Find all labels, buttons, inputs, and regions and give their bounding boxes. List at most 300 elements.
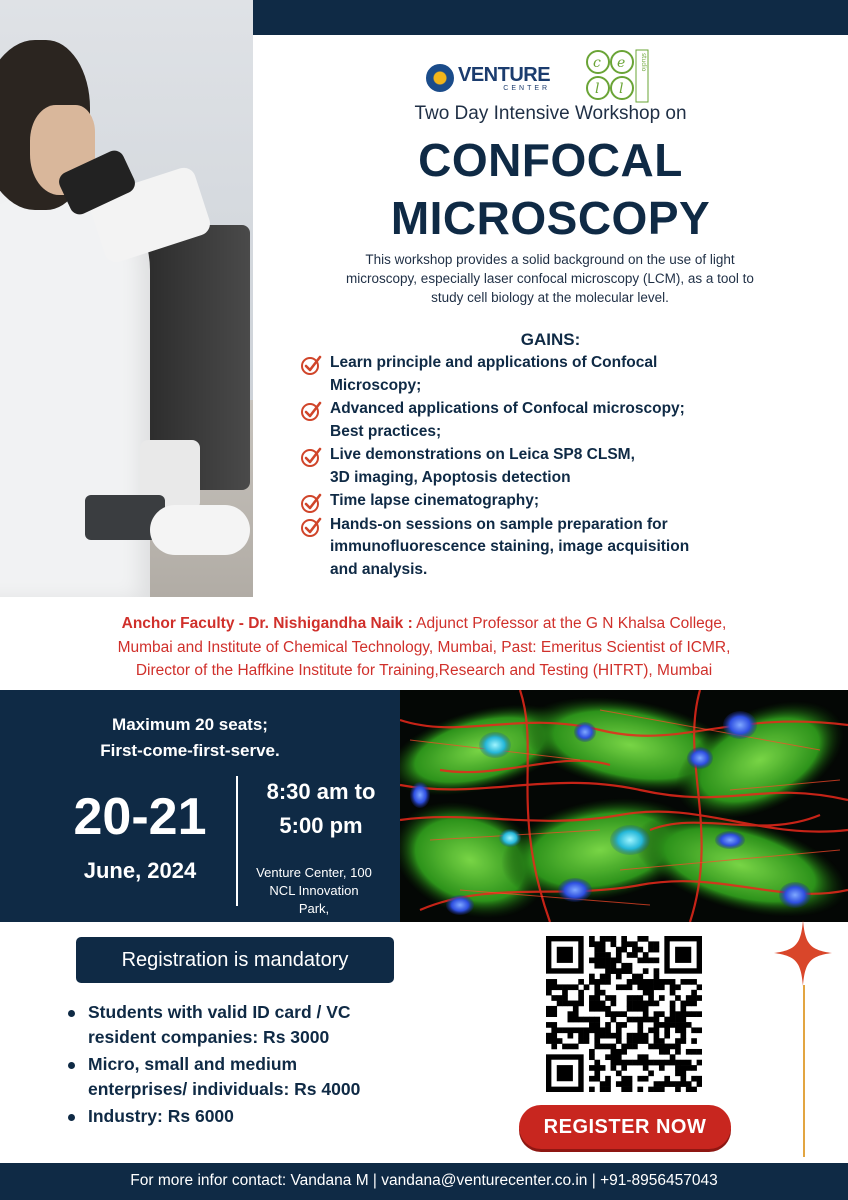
qr-module [675,1049,681,1055]
qr-module [600,1065,606,1071]
qr-module [654,1081,660,1087]
qr-module [654,1060,660,1066]
qr-module [621,941,627,947]
qr-module [584,984,590,990]
qr-module [627,1033,633,1039]
qr-module [605,936,611,942]
qr-module [670,979,676,985]
svg-text:studio: studio [640,53,647,72]
fluorescent-cells-illustration [400,690,848,922]
qr-module [584,1027,590,1033]
qr-module [697,995,702,1001]
qr-module [654,1011,660,1017]
check-circle-icon [300,400,322,422]
qr-module [627,963,633,969]
qr-module [691,1038,697,1044]
qr-module [551,995,557,1001]
qr-module [697,1081,702,1087]
qr-module [616,1049,622,1055]
title-line-1: CONFOCAL [418,134,683,186]
qr-module [621,936,627,942]
workshop-intro [290,250,810,307]
qr-module [546,1038,552,1044]
qr-module [562,990,568,996]
qr-module [686,1065,692,1071]
intro-line-2: microscopy, especially laser confocal microscopy (LCM), as a tool to [346,271,754,286]
qr-module [573,1027,579,1033]
qr-module [643,1017,649,1023]
qr-module [637,1027,643,1033]
qr-module [611,1044,617,1050]
qr-module [546,990,552,996]
qr-module [600,963,606,969]
qr-module [675,1027,681,1033]
qr-module [648,990,654,996]
svg-text:l: l [595,81,600,97]
qr-module [605,995,611,1001]
qr-module [621,1087,627,1092]
qr-module [605,963,611,969]
qr-module [648,1087,654,1092]
qr-module [611,941,617,947]
qr-module [562,984,568,990]
qr-module [589,1087,595,1092]
faculty-line-1 [0,612,848,636]
qr-module [643,1054,649,1060]
qr-module [627,1038,633,1044]
qr-module [643,990,649,996]
qr-module [600,1006,606,1012]
qr-module [573,1017,579,1023]
qr-module [670,1044,676,1050]
qr-module [675,995,681,1001]
qr-module [551,979,557,985]
qr-module [594,1076,600,1082]
qr-module [573,984,579,990]
qr-module [675,1011,681,1017]
gain-text-3a: Live demonstrations on Leica SP8 CLSM, [330,446,635,463]
qr-module [600,1087,606,1092]
qr-module [621,1011,627,1017]
qr-module [697,984,702,990]
qr-module [675,1044,681,1050]
qr-module [621,1022,627,1028]
fee-list [66,1000,486,1131]
qr-module [632,1060,638,1066]
qr-module [616,1011,622,1017]
qr-module [680,1081,686,1087]
event-month: June, 2024 [83,858,197,883]
qr-module [664,1049,670,1055]
qr-module [584,1038,590,1044]
qr-module [605,1022,611,1028]
qr-module [632,1033,638,1039]
qr-module [659,1011,665,1017]
intro-line-1: This workshop provides a solid background on the use of light [365,252,735,267]
qr-module [648,1017,654,1023]
qr-module [605,1006,611,1012]
venture-logo-subtext: CENTER [503,84,551,92]
qr-module [589,995,595,1001]
qr-module [643,1011,649,1017]
qr-code-icon[interactable] [546,936,702,1092]
qr-module [557,984,563,990]
qr-module [600,990,606,996]
bullet-icon [68,1114,75,1121]
gains-heading: GAINS: [520,330,581,349]
venue-line-1: Venture Center, 100 [256,865,372,880]
qr-module [557,1001,563,1007]
qr-module [584,1017,590,1023]
gain-item [300,444,790,489]
qr-module [594,1017,600,1023]
gain-text-1b: Microscopy; [330,376,422,394]
qr-module [627,952,633,958]
qr-module [637,979,643,985]
qr-module [616,968,622,974]
qr-module [578,1027,584,1033]
qr-module [578,1033,584,1039]
qr-module [664,1044,670,1050]
qr-module [568,1011,574,1017]
qr-module [600,947,606,953]
qr-module [611,1017,617,1023]
bullet-icon [68,1010,75,1017]
qr-module [637,974,643,980]
qr-module [637,1022,643,1028]
qr-module [627,1044,633,1050]
qr-module [643,968,649,974]
qr-module [654,1001,660,1007]
qr-module [675,1065,681,1071]
qr-module [654,984,660,990]
sparkle-star-icon [772,920,832,986]
qr-finder-pattern [675,947,691,963]
qr-module [616,952,622,958]
qr-module [686,995,692,1001]
qr-module [654,941,660,947]
qr-module [600,1044,606,1050]
qr-module [654,947,660,953]
cell-studio-logo [584,48,654,104]
qr-module [637,1038,643,1044]
qr-module [664,1027,670,1033]
qr-module [654,1017,660,1023]
qr-module [680,1001,686,1007]
qr-module [605,1087,611,1092]
qr-module [648,1070,654,1076]
qr-finder-pattern [557,947,573,963]
fee-2-line-1: Micro, small and medium [88,1054,298,1074]
qr-module [546,1011,552,1017]
qr-module [605,979,611,985]
qr-module [627,941,633,947]
qr-module [546,1022,552,1028]
qr-module [648,947,654,953]
qr-module [600,958,606,964]
gain-item [300,514,790,582]
qr-module [621,947,627,953]
qr-module [562,1044,568,1050]
qr-module [664,979,670,985]
qr-module [627,1001,633,1007]
qr-module [632,1044,638,1050]
venture-logo-text: VENTURE [458,63,551,86]
qr-module [691,1011,697,1017]
qr-module [664,1076,670,1082]
qr-module [611,968,617,974]
qr-module [605,968,611,974]
qr-module [557,995,563,1001]
event-dates: 20-21 [73,788,207,846]
qr-module [594,990,600,996]
partner-logos [426,48,656,104]
faculty-line-1-rest: Adjunct Professor at the G N Khalsa College, [412,615,727,632]
qr-module [594,1038,600,1044]
qr-module [605,1076,611,1082]
check-circle-icon [300,446,322,468]
fee-item [66,1000,486,1050]
qr-module [632,1006,638,1012]
qr-module [578,979,584,985]
qr-module [637,1087,643,1092]
faculty-line-3: Director of the Haffkine Institute for Training,Research and Testing (HITRT), Mumbai [135,662,713,679]
qr-module [659,995,665,1001]
qr-module [594,1070,600,1076]
qr-module [680,1027,686,1033]
qr-module [654,974,660,980]
qr-module [611,1054,617,1060]
qr-module [680,1060,686,1066]
qr-module [600,1033,606,1039]
faculty-label: Anchor Faculty - Dr. Nishigandha Naik : [121,615,413,632]
qr-module [697,1049,702,1055]
qr-module [643,1006,649,1012]
fee-3-line-1: Industry: Rs 6000 [88,1106,234,1126]
qr-module [648,1044,654,1050]
qr-module [589,1054,595,1060]
qr-module [670,1001,676,1007]
qr-module [611,1033,617,1039]
qr-module [680,1076,686,1082]
qr-module [643,1076,649,1082]
qr-module [578,990,584,996]
qr-module [680,1070,686,1076]
qr-module [605,974,611,980]
qr-module [697,1027,702,1033]
fee-2-line-2: enterprises/ individuals: Rs 4000 [88,1079,361,1099]
qr-module [562,995,568,1001]
qr-module [632,952,638,958]
qr-module [568,1033,574,1039]
qr-module [686,979,692,985]
faculty-line-2: Mumbai and Institute of Chemical Technology, Mumbai, Past: Emeritus Scientist of ICMR, [117,638,731,656]
qr-module [600,1027,606,1033]
gain-item [300,490,790,513]
qr-module [637,995,643,1001]
qr-module [691,1049,697,1055]
qr-module [600,1081,606,1087]
qr-module [621,963,627,969]
qr-module [643,1038,649,1044]
qr-module [616,1033,622,1039]
qr-module [584,1033,590,1039]
qr-module [664,1081,670,1087]
qr-module [611,958,617,964]
qr-module [616,1022,622,1028]
title-line-2: MICROSCOPY [390,192,711,244]
qr-module [616,974,622,980]
qr-module [611,1065,617,1071]
qr-module [573,1006,579,1012]
qr-module [654,1033,660,1039]
qr-module [680,1022,686,1028]
qr-module [627,1087,633,1092]
qr-module [691,1027,697,1033]
qr-module [691,1065,697,1071]
qr-module [551,1022,557,1028]
qr-module [670,1060,676,1066]
qr-module [605,1027,611,1033]
qr-module [697,1011,702,1017]
qr-module [686,1060,692,1066]
seats-info [40,712,340,764]
venue-line-3: Park, [298,901,330,916]
qr-module [654,1044,660,1050]
qr-module [664,1022,670,1028]
intro-line-3: study cell biology at the molecular level. [431,290,669,305]
qr-module [659,1044,665,1050]
qr-module [632,1017,638,1023]
qr-module [594,979,600,985]
qr-module [637,984,643,990]
qr-module [627,1081,633,1087]
qr-module [697,1076,702,1082]
qr-module [691,990,697,996]
qr-module [632,995,638,1001]
qr-module [664,1017,670,1023]
qr-module [616,1070,622,1076]
qr-module [621,968,627,974]
qr-module [611,936,617,942]
qr-module [643,936,649,942]
qr-module [616,1038,622,1044]
fee-1-line-2: resident companies: Rs 3000 [88,1027,330,1047]
time-line-1: 8:30 am to [266,779,376,804]
qr-module [659,1087,665,1092]
qr-module [551,1027,557,1033]
top-color-strip [253,0,848,35]
qr-module [637,947,643,953]
qr-module [621,1065,627,1071]
gain-text-2b: Best practices; [330,422,442,440]
fee-item [66,1104,486,1129]
qr-module [568,1044,574,1050]
qr-module [648,941,654,947]
gain-item [300,398,790,443]
qr-module [594,941,600,947]
register-now-button[interactable]: REGISTER NOW [519,1105,731,1149]
bullet-icon [68,1062,75,1069]
qr-module [605,1054,611,1060]
qr-module [675,1070,681,1076]
qr-module [600,952,606,958]
qr-module [589,1006,595,1012]
qr-module [686,1001,692,1007]
qr-module [621,1081,627,1087]
venue-line-2: NCL Innovation [269,883,359,898]
qr-module [691,1001,697,1007]
qr-finder-pattern [557,1065,573,1081]
qr-module [637,1006,643,1012]
qr-module [562,1001,568,1007]
qr-module [616,984,622,990]
qr-module [573,1011,579,1017]
qr-module [573,1044,579,1050]
qr-module [648,1027,654,1033]
qr-module [627,1060,633,1066]
qr-module [686,1087,692,1092]
qr-module [643,1001,649,1007]
qr-module [670,1081,676,1087]
qr-module [627,979,633,985]
qr-module [557,1038,563,1044]
qr-module [627,1076,633,1082]
qr-module [611,1060,617,1066]
qr-module [616,1027,622,1033]
qr-module [686,1022,692,1028]
qr-module [654,1022,660,1028]
qr-module [551,1011,557,1017]
qr-module [643,979,649,985]
qr-module [600,1001,606,1007]
svg-text:l: l [619,81,624,97]
qr-module [611,1001,617,1007]
qr-module [616,947,622,953]
qr-module [680,1033,686,1039]
qr-module [654,1087,660,1092]
seats-line-2: First-come-first-serve. [100,741,280,760]
qr-module [643,1060,649,1066]
qr-module [621,1076,627,1082]
qr-module [637,958,643,964]
qr-module [605,1044,611,1050]
gain-text-4a: Time lapse cinematography; [330,492,540,509]
qr-module [589,974,595,980]
qr-module [627,1006,633,1012]
qr-module [686,1011,692,1017]
qr-module [627,995,633,1001]
fee-1-line-1: Students with valid ID card / VC [88,1002,351,1022]
qr-module [605,1033,611,1039]
qr-module [670,1022,676,1028]
qr-module [557,1027,563,1033]
qr-module [611,995,617,1001]
qr-module [546,979,552,985]
qr-module [659,979,665,985]
qr-module [578,1017,584,1023]
qr-module [680,1065,686,1071]
qr-module [605,1011,611,1017]
qr-module [568,1001,574,1007]
registration-notice: Registration is mandatory [76,937,394,983]
qr-module [568,984,574,990]
venture-center-logo [426,58,550,98]
qr-module [654,979,660,985]
qr-module [589,1076,595,1082]
qr-module [654,958,660,964]
qr-module [594,995,600,1001]
